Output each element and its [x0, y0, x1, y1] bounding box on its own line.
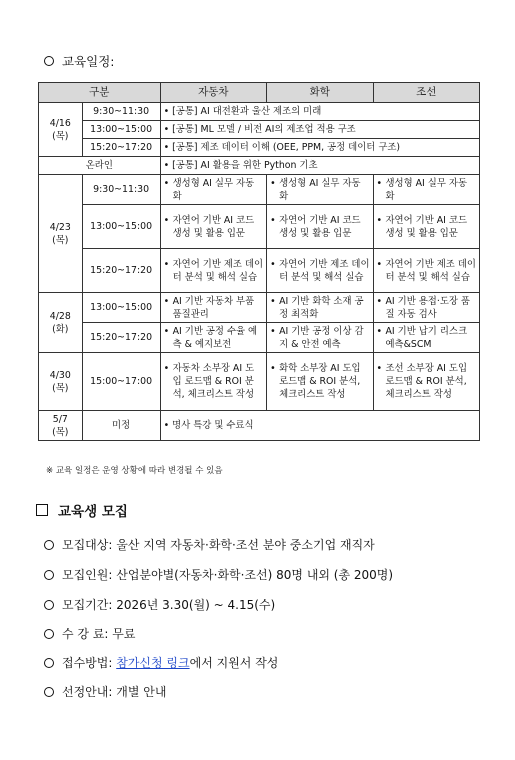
schedule-heading — [44, 52, 115, 70]
header-ship: 조선 — [373, 83, 480, 103]
recruit-selection — [44, 683, 166, 700]
ship-session-cell: • 자연어 기반 AI 코드 생성 및 활용 입문 — [373, 205, 480, 249]
weekday-text: (목) — [52, 234, 69, 246]
chem-session-cell: • 자연어 기반 AI 코드 생성 및 활용 입문 — [267, 205, 373, 249]
circle-bullet-icon — [44, 687, 54, 697]
time-cell: 15:20~17:20 — [82, 323, 160, 353]
weekday-text: (목) — [52, 382, 69, 394]
recruit-fee — [44, 625, 135, 642]
recruit-title-text: 교육생 모집 — [58, 504, 128, 520]
recruit-period-text: 모집기간: 2026년 3.30(월) ~ 4.15(수) — [62, 598, 276, 612]
time-cell: 9:30~11:30 — [82, 175, 160, 205]
ship-session-cell: • 자연어 기반 제조 데이터 분석 및 해석 실습 — [373, 249, 480, 293]
recruit-fee-text: 수 강 료: 무료 — [62, 627, 136, 641]
time-cell: 미정 — [82, 411, 160, 441]
table-row — [39, 353, 480, 411]
common-session-cell: • [공통] 제조 데이터 이해 (OEE, PPM, 공정 데이터 구조) — [160, 139, 479, 157]
session-text: 자연어 기반 제조 데이터 분석 및 해석 실습 — [385, 258, 476, 283]
circle-bullet-icon — [44, 540, 54, 550]
session-text: 화학 소부장 AI 도입 로드맵 & ROI 분석, 체크리스트 작성 — [279, 363, 361, 400]
recruit-period — [44, 596, 275, 613]
common-session-cell: • [공통] AI 활용을 위한 Python 기초 — [160, 157, 479, 175]
session-text: 자연어 기반 제조 데이터 분석 및 해석 실습 — [172, 258, 264, 283]
recruit-target-text: 모집대상: 울산 지역 자동차·화학·조선 분야 중소기업 재직자 — [62, 538, 375, 552]
schedule-heading-text: 교육일정: — [62, 54, 115, 69]
ship-session-cell: • 조선 소부장 AI 도입 로드맵 & ROI 분석, 체크리스트 작성 — [373, 353, 480, 411]
auto-session-cell: • 자동차 소부장 AI 도입 로드맵 & ROI 분석, 체크리스트 작성 — [160, 353, 266, 411]
common-session-cell: • [공통] ML 모델 / 비전 AI의 제조업 적용 구조 — [160, 121, 479, 139]
table-row — [39, 293, 480, 323]
header-chem: 화학 — [267, 83, 373, 103]
application-link[interactable]: 참가신청 링크 — [116, 656, 190, 670]
date-cell — [39, 411, 83, 441]
time-cell: 9:30~11:30 — [82, 103, 160, 121]
circle-bullet-icon — [44, 56, 54, 66]
auto-session-cell: • AI 기반 공정 수율 예측 & 예지보전 — [160, 323, 266, 353]
session-text: 생성형 AI 실무 자동화 — [279, 177, 361, 202]
recruit-count — [44, 566, 393, 583]
circle-bullet-icon — [44, 629, 54, 639]
chem-session-cell: • 생성형 AI 실무 자동화 — [267, 175, 373, 205]
chem-session-cell: • AI 기반 화학 소재 공정 최적화 — [267, 293, 373, 323]
session-text: 자연어 기반 AI 코드 생성 및 활용 입문 — [172, 214, 255, 239]
date-cell — [39, 293, 83, 353]
table-row — [39, 157, 480, 175]
table-row — [39, 175, 480, 205]
time-cell: 13:00~15:00 — [82, 293, 160, 323]
circle-bullet-icon — [44, 658, 54, 668]
date-text: 4/28 — [49, 310, 71, 322]
time-cell: 15:20~17:20 — [82, 139, 160, 157]
table-row — [39, 139, 480, 157]
session-text: 생성형 AI 실무 자동화 — [385, 177, 468, 202]
date-text: 5/7 — [52, 413, 68, 425]
header-category: 구분 — [39, 83, 161, 103]
session-text: 자연어 기반 제조 데이터 분석 및 해석 실습 — [279, 258, 370, 283]
date-cell — [39, 353, 83, 411]
table-row — [39, 323, 480, 353]
table-row — [39, 103, 480, 121]
session-text: 조선 소부장 AI 도입 로드맵 & ROI 분석, 체크리스트 작성 — [385, 363, 468, 400]
ship-session-cell: • AI 기반 용접·도장 품질 자동 검사 — [373, 293, 480, 323]
session-text: 자동차 소부장 AI 도입 로드맵 & ROI 분석, 체크리스트 작성 — [172, 363, 255, 400]
ship-session-cell: • 생성형 AI 실무 자동화 — [373, 175, 480, 205]
recruit-count-text: 모집인원: 산업분야별(자동차·화학·조선) 80명 내외 (총 200명) — [62, 568, 394, 582]
session-text: AI 기반 공정 수율 예측 & 예지보전 — [172, 325, 258, 350]
session-text: [공통] AI 활용을 위한 Python 기초 — [172, 160, 318, 171]
date-text: 4/16 — [49, 117, 71, 129]
chem-session-cell: • AI 기반 공정 이상 감지 & 안전 예측 — [267, 323, 373, 353]
table-row — [39, 121, 480, 139]
date-text: 4/23 — [49, 221, 71, 233]
ship-session-cell: • AI 기반 납기 리스크 예측&SCM — [373, 323, 480, 353]
session-text: 자연어 기반 AI 코드 생성 및 활용 입문 — [279, 214, 361, 239]
time-cell: 13:00~15:00 — [82, 205, 160, 249]
table-row — [39, 205, 480, 249]
table-row — [39, 411, 480, 441]
table-row — [39, 249, 480, 293]
schedule-note: ※ 교육 일정은 운영 상황에 따라 변경될 수 있음 — [46, 466, 223, 476]
recruit-method-prefix: 접수방법: — [62, 656, 117, 670]
recruit-method-suffix: 에서 지원서 작성 — [189, 656, 279, 670]
circle-bullet-icon — [44, 600, 54, 610]
recruit-target — [44, 536, 375, 553]
session-text: AI 기반 용접·도장 품질 자동 검사 — [385, 295, 470, 320]
time-cell: 15:00~17:00 — [82, 353, 160, 411]
time-cell: 15:20~17:20 — [82, 249, 160, 293]
auto-session-cell: • 자연어 기반 AI 코드 생성 및 활용 입문 — [160, 205, 266, 249]
date-text: 4/30 — [49, 369, 71, 381]
session-text: [공통] 제조 데이터 이해 (OEE, PPM, 공정 데이터 구조) — [172, 142, 401, 153]
session-text: [공통] ML 모델 / 비전 AI의 제조업 적용 구조 — [172, 124, 356, 135]
session-text: [공통] AI 대전환과 울산 제조의 미래 — [172, 106, 322, 117]
auto-session-cell: • 생성형 AI 실무 자동화 — [160, 175, 266, 205]
session-text: 자연어 기반 AI 코드 생성 및 활용 입문 — [385, 214, 468, 239]
recruit-method — [44, 654, 278, 671]
session-text: 명사 특강 및 수료식 — [172, 420, 254, 431]
online-label: 온라인 — [39, 157, 161, 175]
auto-session-cell: • 자연어 기반 제조 데이터 분석 및 해석 실습 — [160, 249, 266, 293]
weekday-text: (목) — [52, 130, 69, 142]
chem-session-cell: • 화학 소부장 AI 도입 로드맵 & ROI 분석, 체크리스트 작성 — [267, 353, 373, 411]
date-cell — [39, 175, 83, 293]
common-session-cell: • [공통] AI 대전환과 울산 제조의 미래 — [160, 103, 479, 121]
recruit-section-title — [36, 500, 128, 520]
session-text: AI 기반 화학 소재 공정 최적화 — [279, 295, 364, 320]
schedule-table — [38, 82, 480, 441]
session-text: AI 기반 공정 이상 감지 & 안전 예측 — [279, 325, 364, 350]
session-text: AI 기반 자동차 부품 품질관리 — [172, 295, 255, 320]
weekday-text: (화) — [52, 323, 69, 335]
session-text: 생성형 AI 실무 자동화 — [172, 177, 255, 202]
common-session-cell: • 명사 특강 및 수료식 — [160, 411, 479, 441]
chem-session-cell: • 자연어 기반 제조 데이터 분석 및 해석 실습 — [267, 249, 373, 293]
recruit-selection-text: 선정안내: 개별 안내 — [62, 685, 167, 699]
square-bullet-icon — [36, 504, 48, 516]
circle-bullet-icon — [44, 570, 54, 580]
time-cell: 13:00~15:00 — [82, 121, 160, 139]
auto-session-cell: • AI 기반 자동차 부품 품질관리 — [160, 293, 266, 323]
date-cell — [39, 103, 83, 157]
session-text: AI 기반 납기 리스크 예측&SCM — [385, 325, 468, 350]
weekday-text: (목) — [52, 426, 69, 438]
header-auto: 자동차 — [160, 83, 266, 103]
table-header-row — [39, 83, 480, 103]
